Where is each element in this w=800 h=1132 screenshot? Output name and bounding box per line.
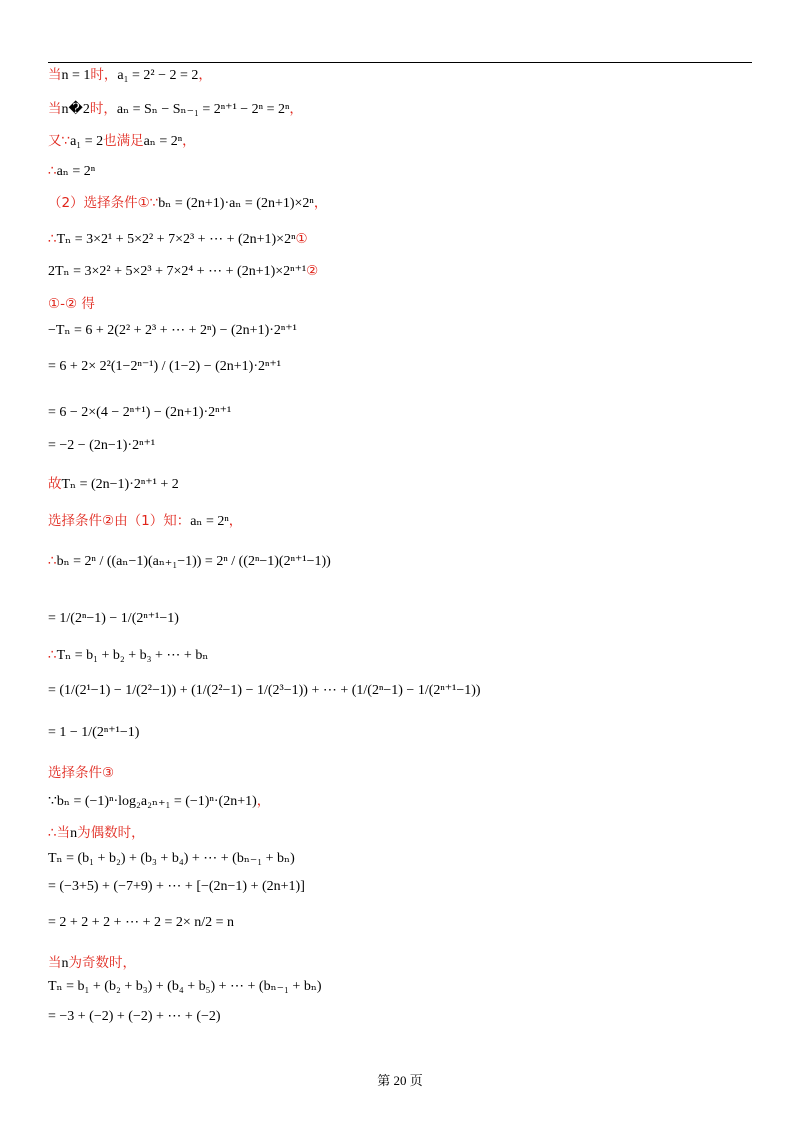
header-rule	[48, 62, 752, 63]
solution-line	[48, 230, 308, 249]
math-expression: a₁ = 2	[70, 134, 104, 149]
math-expression: = 1/(2ⁿ−1) − 1/(2ⁿ⁺¹−1)	[48, 611, 179, 626]
solution-line	[48, 295, 95, 314]
solution-line	[48, 824, 145, 843]
solution-line	[48, 512, 242, 531]
math-expression: n = 1	[61, 68, 91, 83]
annotation-text: 为奇数时，	[68, 955, 136, 971]
annotation-text: ∴	[48, 163, 57, 179]
annotation-text: ①-② 得	[48, 296, 95, 312]
math-expression: Tₙ = (2n−1)·2ⁿ⁺¹ + 2	[61, 477, 179, 492]
solution-line	[48, 66, 212, 85]
math-expression: = (−3+5) + (−7+9) + ⋯ + [−(2n−1) + (2n+1)]	[48, 879, 305, 894]
math-expression: Tₙ = b₁ + (b₂ + b₃) + (b₄ + b₅) + ⋯ + (bₙ₋₁ + bₙ)	[48, 979, 322, 994]
math-expression: n	[61, 956, 69, 971]
math-expression: a₁ = 2² − 2 = 2	[117, 68, 199, 83]
solution-line	[48, 792, 270, 811]
math-expression: aₙ = 2ⁿ	[56, 164, 96, 179]
annotation-text: 故	[48, 476, 62, 492]
math-expression: = 6 + 2× 2²(1−2ⁿ⁻¹) / (1−2) − (2n+1)·2ⁿ⁺¹	[48, 359, 281, 374]
math-expression: Tₙ = b₁ + b₂ + b₃ + ⋯ + bₙ	[56, 648, 209, 663]
math-expression: ∵bₙ = (−1)ⁿ·log₂a₂ₙ₊₁ = (−1)ⁿ·(2n+1)	[48, 794, 257, 809]
solution-line	[48, 954, 136, 973]
annotation-text: ①	[295, 231, 308, 247]
math-expression: aₙ = 2ⁿ	[190, 514, 229, 529]
solution-line	[48, 878, 305, 896]
solution-line	[48, 322, 297, 340]
math-expression: = 6 − 2×(4 − 2ⁿ⁺¹) − (2n+1)·2ⁿ⁺¹	[48, 405, 232, 420]
annotation-text: ，	[313, 195, 328, 211]
annotation-text: ，	[289, 101, 303, 117]
solution-line	[48, 358, 281, 376]
math-expression: Tₙ = (b₁ + b₂) + (b₃ + b₄) + ⋯ + (bₙ₋₁ + bₙ)	[48, 851, 295, 866]
annotation-text: 也满足	[103, 133, 144, 149]
annotation-text: ，	[182, 133, 196, 149]
annotation-text: 选择条件②由（1）知：	[48, 513, 191, 529]
page-number: 第 20 页	[377, 1073, 423, 1088]
math-expression: = −3 + (−2) + (−2) + ⋯ + (−2)	[48, 1009, 221, 1024]
math-expression: bₙ = (2n+1)·aₙ = (2n+1)×2ⁿ	[158, 196, 314, 211]
annotation-text: ∴	[48, 553, 57, 569]
annotation-text: ，	[228, 513, 243, 529]
math-expression: n�2	[61, 102, 90, 117]
solution-line	[48, 262, 318, 281]
annotation-text: ∴当	[48, 825, 71, 841]
math-expression: bₙ = 2ⁿ / ((aₙ−1)(aₙ₊₁−1)) = 2ⁿ / ((2ⁿ−1)(2ⁿ⁺¹−1))	[56, 554, 331, 569]
annotation-text: 又∵	[48, 133, 71, 149]
solution-line	[48, 162, 95, 181]
solution-line	[48, 850, 295, 868]
annotation-text: ∴	[48, 231, 57, 247]
annotation-text: 当	[48, 67, 62, 83]
annotation-text: ，	[256, 793, 271, 809]
solution-line	[48, 100, 303, 119]
annotation-text: 当	[48, 955, 62, 971]
annotation-text: ，	[198, 67, 212, 83]
solution-line	[48, 724, 139, 742]
solution-line	[48, 914, 234, 932]
annotation-text: 时，	[90, 67, 118, 83]
annotation-text: 为偶数时，	[77, 825, 145, 841]
math-expression: aₙ = 2ⁿ	[143, 134, 183, 149]
math-expression: 2Tₙ = 3×2² + 5×2³ + 7×2⁴ + ⋯ + (2n+1)×2ⁿ⁺¹	[48, 264, 307, 279]
solution-line	[48, 194, 327, 213]
solution-line	[48, 764, 114, 783]
annotation-text: 选择条件③	[48, 765, 115, 781]
math-expression: Tₙ = 3×2¹ + 5×2² + 7×2³ + ⋯ + (2n+1)×2ⁿ	[56, 232, 296, 247]
math-expression: n	[70, 826, 78, 841]
solution-line	[48, 404, 231, 422]
annotation-text: 时，	[89, 101, 117, 117]
solution-line	[48, 682, 481, 700]
annotation-text: 当	[48, 101, 62, 117]
math-expression: = 1 − 1/(2ⁿ⁺¹−1)	[48, 725, 140, 740]
solution-line	[48, 475, 179, 494]
math-expression: = 2 + 2 + 2 + ⋯ + 2 = 2× n/2 = n	[48, 915, 235, 930]
solution-line	[48, 1008, 221, 1026]
annotation-text: （2）选择条件①∵	[48, 195, 159, 211]
annotation-text: ②	[306, 263, 319, 279]
solution-line	[48, 978, 322, 996]
solution-line	[48, 646, 208, 665]
math-expression: −Tₙ = 6 + 2(2² + 2³ + ⋯ + 2ⁿ) − (2n+1)·2ⁿ⁺¹	[48, 323, 297, 338]
solution-line	[48, 132, 196, 151]
solution-line	[48, 610, 179, 628]
annotation-text: ∴	[48, 647, 57, 663]
solution-line	[48, 552, 331, 571]
math-expression: = −2 − (2n−1)·2ⁿ⁺¹	[48, 438, 156, 453]
math-expression: aₙ = Sₙ − Sₙ₋₁ = 2ⁿ⁺¹ − 2ⁿ = 2ⁿ	[116, 102, 290, 117]
math-expression: = (1/(2¹−1) − 1/(2²−1)) + (1/(2²−1) − 1/(2³−1)) + ⋯ + (1/(2ⁿ−1) − 1/(2ⁿ⁺¹−1))	[48, 683, 481, 698]
solution-line	[48, 437, 155, 455]
